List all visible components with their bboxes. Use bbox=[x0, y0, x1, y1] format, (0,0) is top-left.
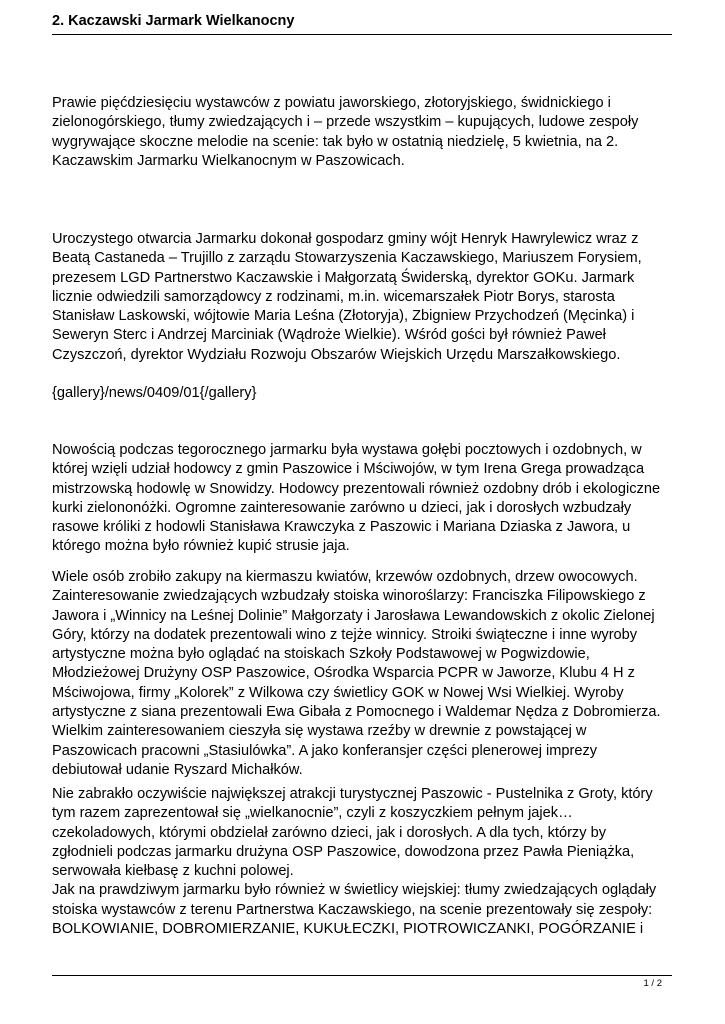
text-line: serwowała kiełbasę z kuchni polowej. bbox=[52, 863, 294, 880]
text-line: Mściwojowa, firmy „Kolorek” z Wilkowa czy świetlicy GOK w Nowej Wsi Wielkiej. Wyroby bbox=[52, 684, 624, 701]
text-line: Uroczystego otwarcia Jarmarku dokonał gospodarz gminy wójt Henryk Hawrylewicz wraz z bbox=[52, 231, 639, 247]
text-line: czekoladowych, którymi obdzielał zarówno dzieci, jak i dorosłych. A dla tych, którzy by bbox=[52, 824, 606, 841]
text-line: licznie odwiedzili samorządowcy z rodzinami, m.in. wicemarszałek Piotr Borys, starosta bbox=[52, 288, 615, 305]
text-line: zgłodnieli podczas jarmarku drużyna OSP Paszowice, dowodzona przez Pawła Pieniążka, bbox=[52, 843, 635, 860]
text-line: wygrywające skoczne melodie na scenie: tak było w ostatnią niedzielę, 5 kwietnia, na 2. bbox=[52, 133, 619, 150]
text-line: Paszowicach pracowni „Stasiulówka”. A jako konferansjer części plenerowej imprezy bbox=[52, 742, 598, 759]
paragraph-gallery bbox=[52, 384, 672, 403]
text-line: Jawora i „Winnicy na Leśnej Dolinie” Małgorzaty i Jarosława Lewandowskich z okolic Zielonej bbox=[52, 607, 655, 624]
paragraph-intro bbox=[52, 94, 672, 171]
paragraph-opening bbox=[52, 230, 672, 365]
text-line: zielonogórskiego, tłumy zwiedzających i – przede wszystkim – kupujących, ludowe zespoły bbox=[52, 114, 639, 131]
text-line: Jak na prawdziwym jarmarku było również w świetlicy wiejskiej: tłumy zwiedzających oglądały bbox=[52, 882, 657, 899]
text-line: którego można było również kupić strusie jaja. bbox=[52, 538, 350, 555]
text-line: mistrzowską hodowlę w Snowidzy. Hodowcy prezentowali również ozdobny drób i ekologiczne bbox=[52, 480, 661, 497]
text-line: Kaczawskim Jarmarku Wielkanocnym w Paszowicach. bbox=[52, 152, 405, 169]
header-divider bbox=[52, 34, 672, 35]
gallery-tag: {gallery}/news/0409/01{/gallery} bbox=[52, 385, 257, 401]
text-line: Góry, którzy na dodatek prezentowali wino z tejże winnicy. Stroiki świąteczne i inne wyroby bbox=[52, 626, 638, 643]
text-line: Wiele osób zrobiło zakupy na kiermaszu kwiatów, krzewów ozdobnych, drzew owocowych. bbox=[52, 569, 638, 585]
text-line: której wzięli udział hodowcy z gmin Paszowice i Mściwojów, w tym Irena Grega prowadząca bbox=[52, 461, 645, 478]
paragraph-hermit bbox=[52, 785, 672, 939]
text-line: stoiska wystawców z terenu Partnerstwa Kaczawskiego, na scenie prezentowały się zespoły: bbox=[52, 901, 653, 918]
text-line: prezesem LGD Partnerstwo Kaczawskie i Małgorzatą Świderską, dyrektor GOKu. Jarmark bbox=[52, 269, 635, 286]
text-line: BOLKOWIANIE, DOBROMIERZANIE, KUKUŁECZKI, PIOTROWICZANKI, POGÓRZANIE i bbox=[52, 921, 644, 938]
page-title: 2. Kaczawski Jarmark Wielkanocny bbox=[52, 13, 295, 29]
text-line: debiutował udanie Ryszard Michałków. bbox=[52, 761, 303, 778]
text-line: tym razem zaprezentował się „wielkanocnie”, czyli z koszyczkiem pełnym jajek… bbox=[52, 805, 573, 822]
paragraph-pigeons bbox=[52, 441, 672, 557]
text-line: Stanisław Laskowski, wójtowie Maria Leśna (Złotoryja), Zbigniew Przychodzeń (Męcinka) i bbox=[52, 308, 635, 325]
text-line: Wielkim zainteresowaniem cieszyła się wystawa rzeźby w drewnie z powstającej w bbox=[52, 723, 587, 740]
text-line: kurki zielononóżki. Ogromne zainteresowanie zarówno u dzieci, jak i dorosłych wzbudzały bbox=[52, 499, 632, 516]
text-line: Nowością podczas tegorocznego jarmarku była wystawa gołębi pocztowych i ozdobnych, w bbox=[52, 442, 642, 458]
paragraph-shopping bbox=[52, 568, 672, 780]
page-number: 1 / 2 bbox=[643, 978, 662, 989]
text-line: Zainteresowanie zwiedzających wzbudzały stoiska winoroślarzy: Franciszka Filipowskiego z bbox=[52, 588, 646, 605]
text-line: Prawie pięćdziesięciu wystawców z powiatu jaworskiego, złotoryjskiego, świdnickiego i bbox=[52, 95, 611, 111]
text-line: Czyszczoń, dyrektor Wydziału Rozwoju Obszarów Wiejskich Urzędu Marszałkowskiego. bbox=[52, 346, 621, 363]
footer-divider bbox=[52, 975, 672, 976]
text-line: Beatą Castaneda – Trujillo z zarządu Stowarzyszenia Kaczawskiego, Mariuszem Forysiem, bbox=[52, 250, 642, 267]
text-line: artystyczne z siana prezentowali Ewa Gibała z Pomocnego i Waldemar Nędza z Dobromierza. bbox=[52, 704, 661, 721]
text-line: rasowe króliki z hodowli Stanisława Krawczyka z Paszowic i Mariana Dziaska z Jawora, u bbox=[52, 519, 631, 536]
text-line: Seweryn Sterc i Andrzej Marciniak (Wądroże Wielkie). Wśród gości był również Paweł bbox=[52, 327, 606, 344]
text-line: Nie zabrakło oczywiście największej atrakcji turystycznej Paszowic - Pustelnika z Groty, który bbox=[52, 786, 653, 802]
text-line: artystyczne można było oglądać na stoiskach Szkoły Podstawowej w Pogwizdowie, bbox=[52, 646, 590, 663]
text-line: Młodzieżowej Drużyny OSP Paszowice, Ośrodka Wsparcia PCPR w Jaworze, Klubu 4 H z bbox=[52, 665, 635, 682]
